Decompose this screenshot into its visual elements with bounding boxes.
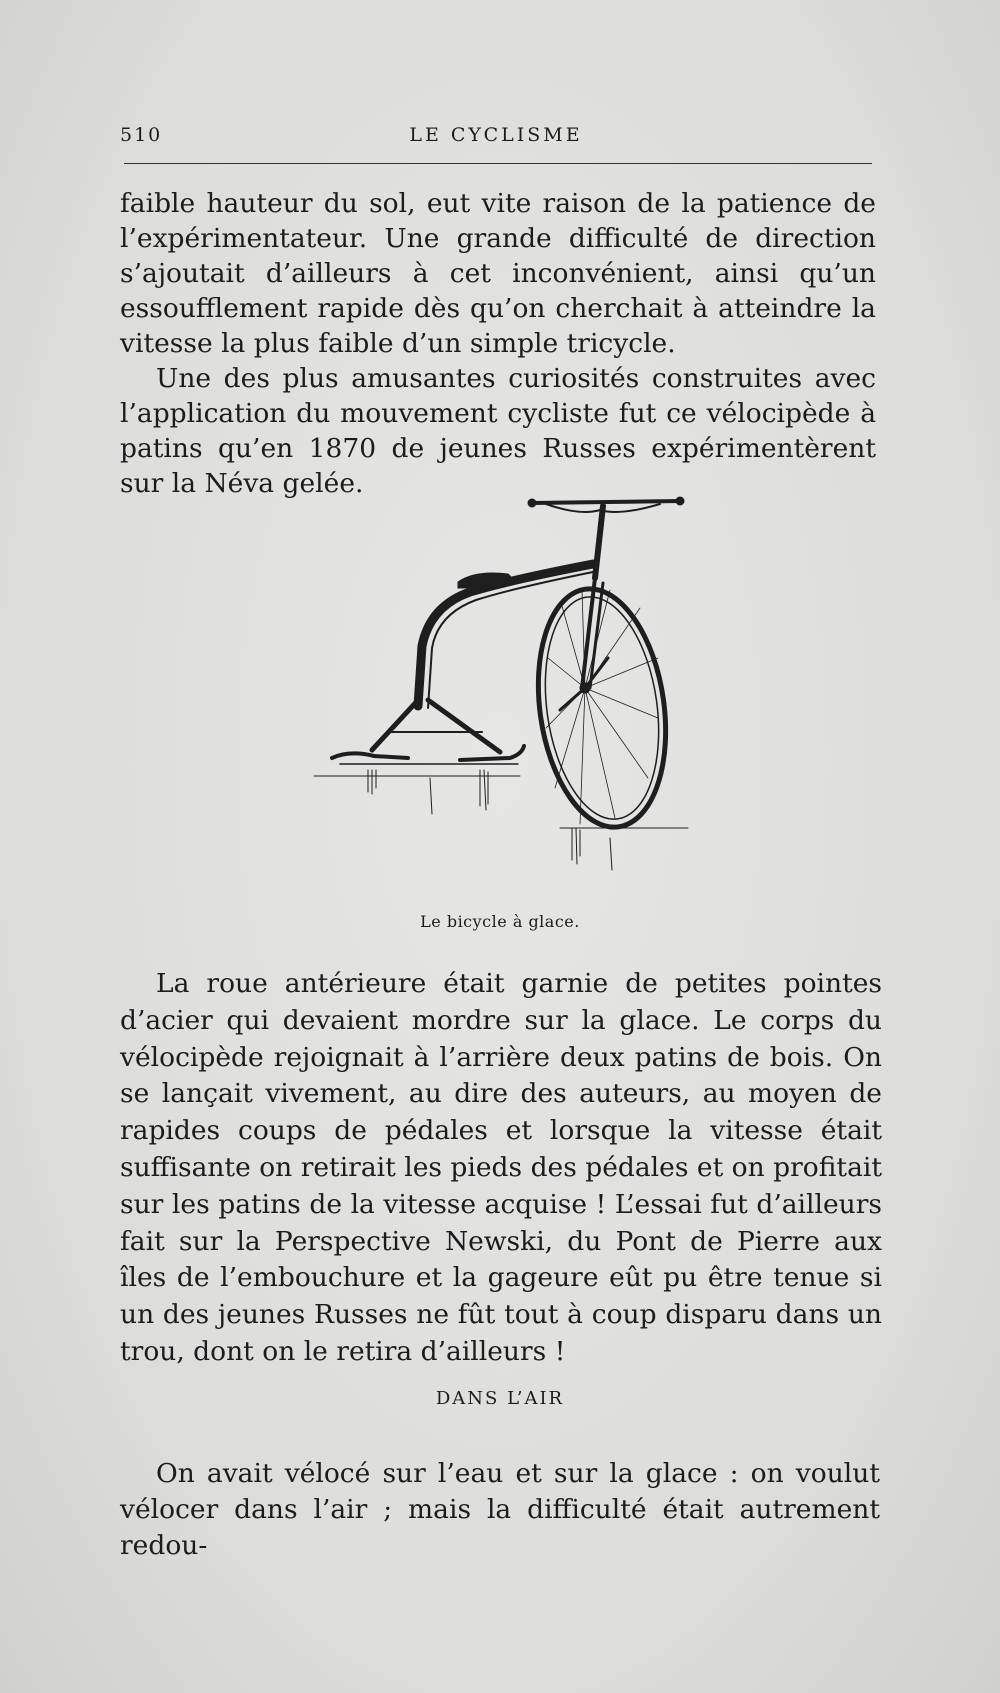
page-header (120, 124, 872, 150)
section-heading: DANS L’AIR (435, 1388, 565, 1409)
paragraph: faible hauteur du sol, eut vite raison de la patience de l’expérimentateur. Une grande difficulté de direction s’ajoutait d’ailleurs à cet inconvénient, ainsi qu’un essoufflement rapide dès qu’on cherchait à atteindre la vitesse la plus faible d’un simple tricycle. (120, 188, 876, 359)
paragraph: La roue antérieure était garnie de petites pointes d’acier qui devaient mordre sur la glace. Le corps du vélocipède rejoignait à l’arrière deux patins de bois. On se lançait vivement, au dire des auteurs, au moyen de rapides coups de pédales et lorsque la vitesse était suffisante on retirait les pieds des pédales et on profitait sur les patins de la vitesse acquise ! L’essai fut d’ailleurs fait sur la Perspective Newski, du Pont de Pierre aux îles de l’embouchure et la gageure eût pu être tenue si un des jeunes Russes ne fût tout à coup disparu dans un trou, dont on le retira d’ailleurs ! (120, 968, 882, 1367)
page-number: 510 (120, 124, 163, 146)
middle-text-block (120, 966, 882, 1371)
figure-caption: Le bicycle à glace. (420, 912, 580, 931)
running-title: LE CYCLISME (409, 124, 583, 146)
header-rule (124, 163, 872, 164)
bicycle-illustration (310, 488, 700, 908)
bicycle-on-skates-engraving (310, 488, 700, 908)
paragraph: On avait vélocé sur l’eau et sur la glace : on voulut vélocer dans l’air ; mais la difficulté était autrement redou- (120, 1458, 880, 1561)
bottom-text-block (120, 1456, 880, 1564)
paragraph: Une des plus amusantes curiosités construites avec l’application du mouvement cycliste fut ce vélocipède à patins qu’en 1870 de jeunes Russes expérimentèrent sur la Néva gelée. (120, 363, 876, 499)
top-text-block (120, 186, 876, 501)
